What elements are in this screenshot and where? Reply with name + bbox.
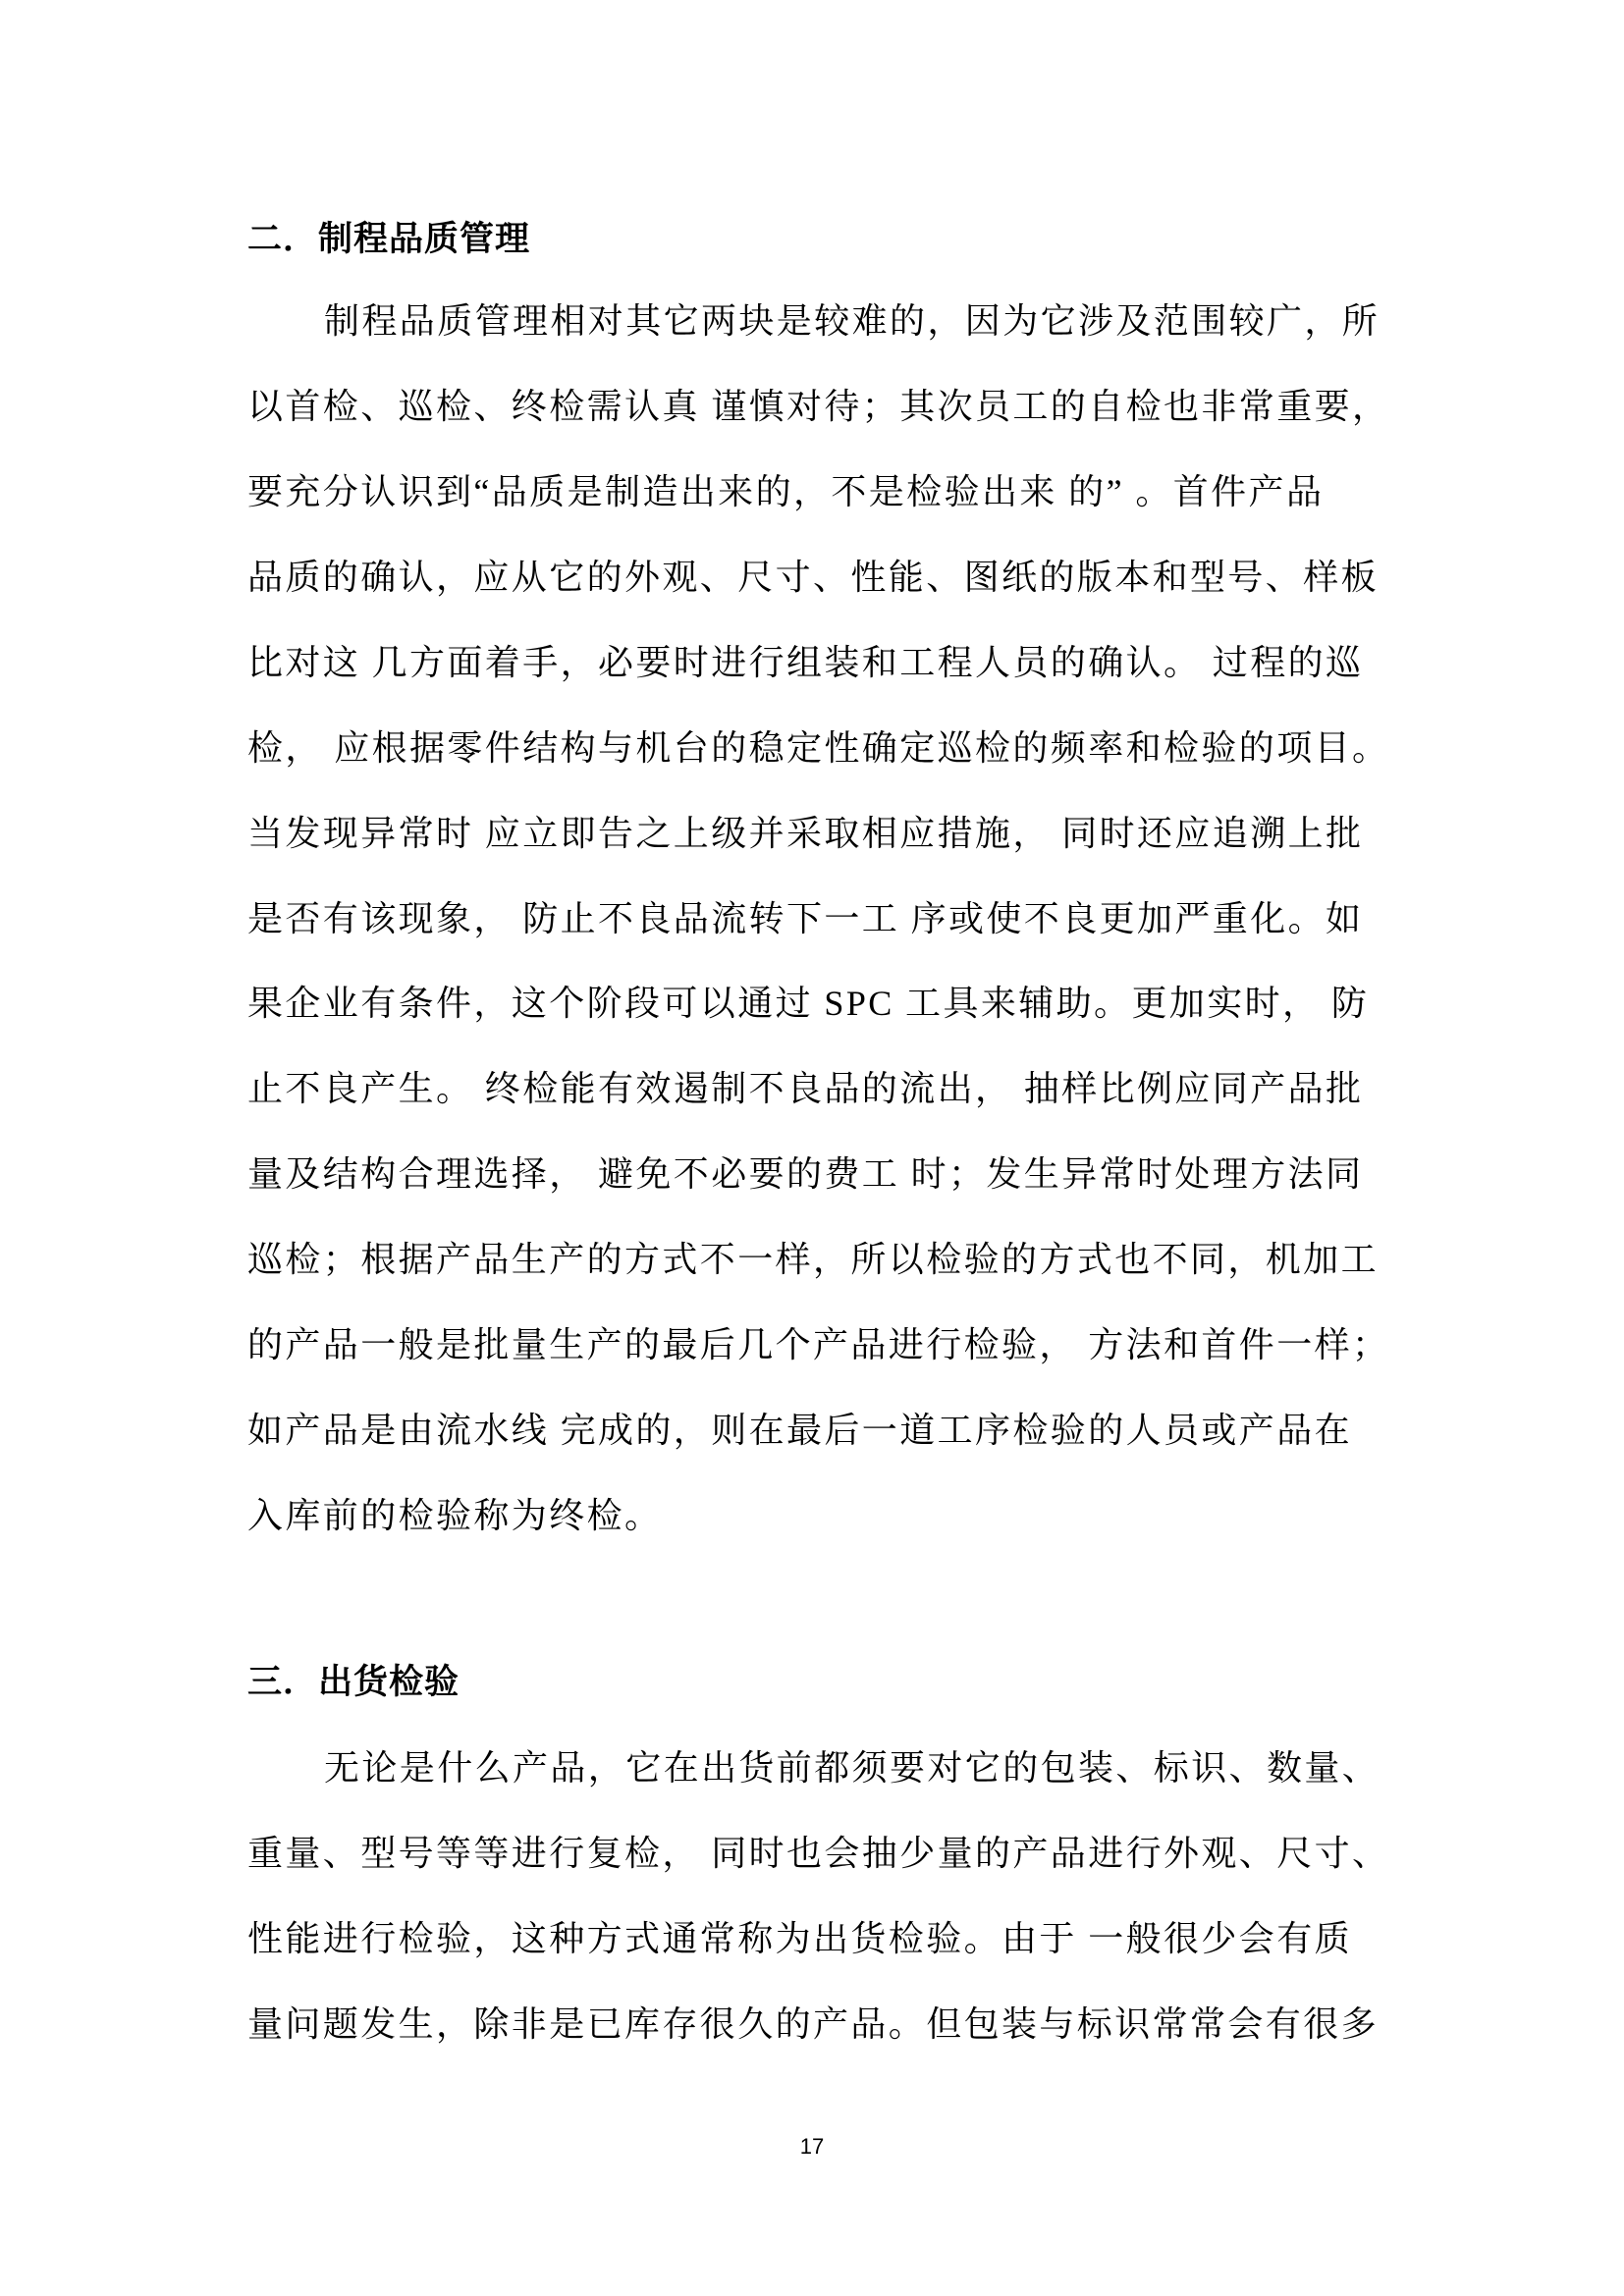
paragraph-line: 以首检、巡检、终检需认真 谨慎对待；其次员工的自检也非常重要， [247, 387, 1390, 426]
paragraph-line: 果企业有条件，这个阶段可以通过 SPC 工具来辅助。更加实时， 防 [247, 984, 1370, 1023]
paragraph-line: 入库前的检验称为终检。 [247, 1496, 663, 1535]
paragraph-line: 无论是什么产品，它在出货前都须要对它的包装、标识、数量、 [324, 1748, 1380, 1788]
paragraph-line: 制程品质管理相对其它两块是较难的，因为它涉及范围较广，所 [324, 301, 1380, 341]
paragraph-line: 比对这 几方面着手，必要时进行组装和工程人员的确认。 过程的巡 [247, 643, 1364, 682]
paragraph-line: 要充分认识到“品质是制造出来的，不是检验出来 的” 。首件产品 [247, 472, 1325, 511]
section-heading-outgoing-inspection: 三．出货检验 [247, 1663, 460, 1701]
page-number: 17 [799, 2134, 825, 2159]
paragraph-line: 量问题发生，除非是已库存很久的产品。但包装与标识常常会有很多 [247, 2004, 1380, 2044]
paragraph-line: 是否有该现象， 防止不良品流转下一工 序或使不良更加严重化。如 [247, 899, 1364, 938]
paragraph-line: 巡检；根据产品生产的方式不一样，所以检验的方式也不同，机加工 [247, 1240, 1380, 1279]
paragraph-line: 量及结构合理选择， 避免不必要的费工 时；发生异常时处理方法同 [247, 1154, 1364, 1194]
paragraph-line: 检， 应根据零件结构与机台的稳定性确定巡检的频率和检验的项目。 [247, 728, 1390, 768]
paragraph-line: 重量、型号等等进行复检， 同时也会抽少量的产品进行外观、尺寸、 [247, 1834, 1390, 1873]
paragraph-line: 的产品一般是批量生产的最后几个产品进行检验， 方法和首件一样； [247, 1325, 1390, 1364]
paragraph-line: 如产品是由流水线 完成的，则在最后一道工序检验的人员或产品在 [247, 1411, 1353, 1450]
paragraph-line: 止不良产生。 终检能有效遏制不良品的流出， 抽样比例应同产品批 [247, 1069, 1364, 1108]
paragraph-line: 性能进行检验，这种方式通常称为出货检验。由于 一般很少会有质 [247, 1919, 1353, 1958]
section-heading-process-quality: 二．制程品质管理 [247, 220, 531, 258]
paragraph-line: 当发现异常时 应立即告之上级并采取相应措施， 同时还应追溯上批 [247, 814, 1364, 853]
paragraph-line: 品质的确认，应从它的外观、尺寸、性能、图纸的版本和型号、样板 [247, 558, 1380, 597]
